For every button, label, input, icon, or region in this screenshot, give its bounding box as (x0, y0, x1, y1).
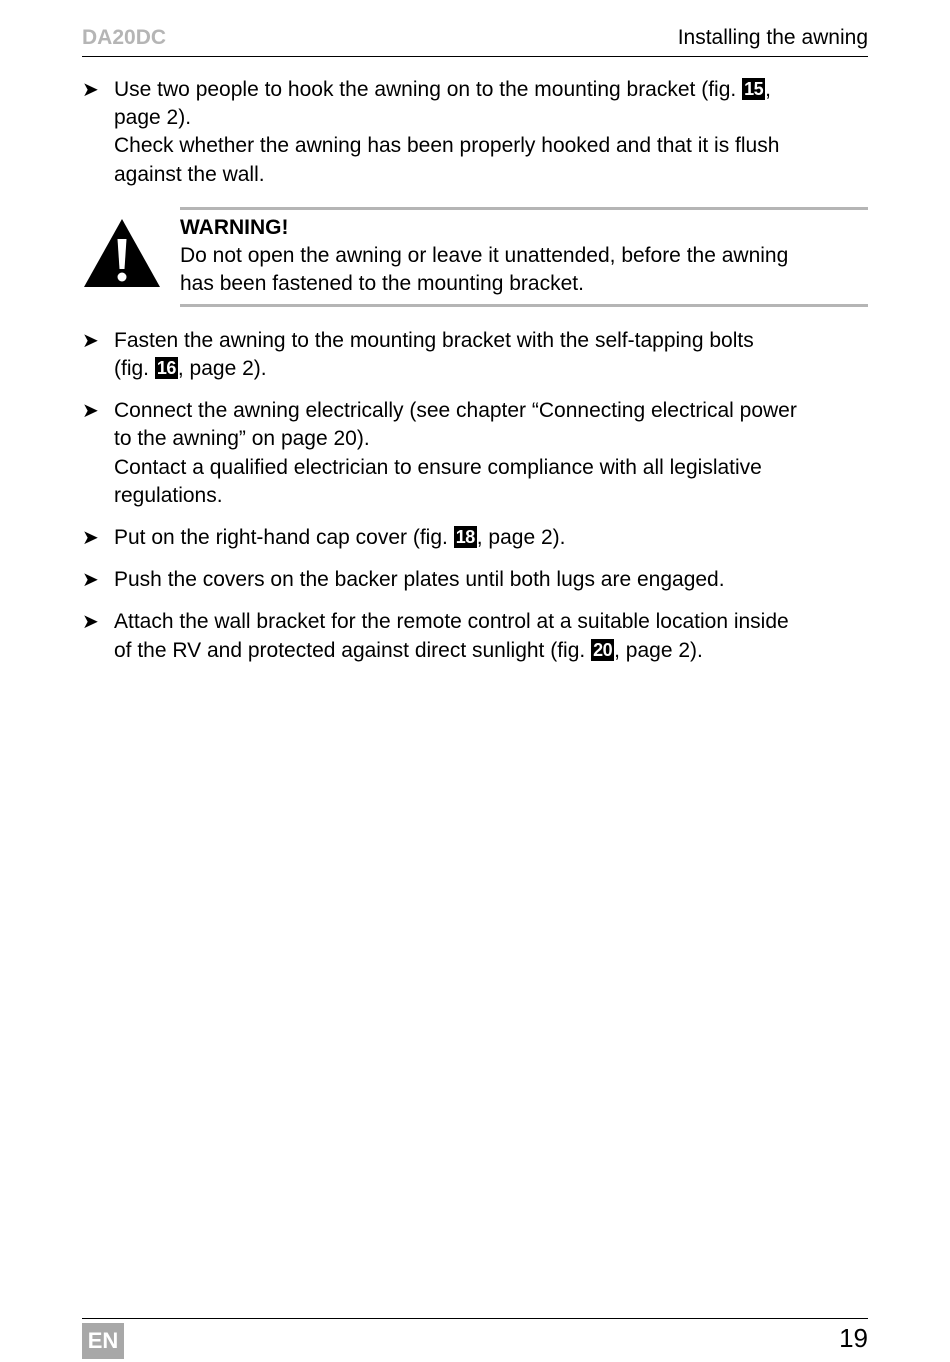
warning-notice (82, 207, 868, 311)
step-hook-awning (82, 76, 868, 189)
warning-title: WARNING! (180, 215, 289, 239)
bullet-arrow-icon: ➤ (82, 611, 99, 634)
step-fasten-awning (82, 327, 868, 383)
language-badge: EN (82, 1323, 124, 1359)
bullet-arrow-icon: ➤ (82, 79, 99, 101)
bullet-arrow-icon: ➤ (82, 527, 99, 550)
step-line: (fig. 16, page 2). (114, 357, 267, 381)
section-title: Installing the awning (677, 26, 868, 49)
model-name: DA20DC (82, 26, 167, 49)
step-line: Contact a qualified electrician to ensure compliance with all legislative (114, 455, 762, 479)
page-number: 19 (839, 1323, 868, 1353)
figure-ref-16: 16 (156, 358, 176, 379)
bullet-arrow-icon: ➤ (82, 329, 99, 352)
figure-ref-15: 15 (744, 79, 764, 99)
step-line: Use two people to hook the awning on to the mounting bracket (fig. 15, (114, 78, 771, 101)
bullet-arrow-icon: ➤ (82, 569, 99, 592)
warning-triangle-icon (82, 217, 162, 289)
page-content (82, 76, 868, 679)
step-line: regulations. (114, 483, 223, 507)
step-line: Put on the right-hand cap cover (fig. 18, page 2). (114, 526, 566, 550)
warning-text-box (180, 207, 868, 308)
bullet-arrow-icon: ➤ (82, 400, 99, 423)
figure-ref-20: 20 (593, 639, 613, 660)
page-footer (82, 1318, 868, 1359)
step-line: Check whether the awning has been properly hooked and that it is flush (114, 134, 780, 158)
step-line: of the RV and protected against direct sunlight (fig. 20, page 2). (114, 638, 703, 662)
step-line: Fasten the awning to the mounting bracket with the self-tapping bolts (114, 328, 754, 352)
step-line: to the awning” on page 20). (114, 427, 370, 451)
warning-line: has been fastened to the mounting bracket. (180, 272, 584, 296)
step-line: Connect the awning electrically (see chapter “Connecting electrical power (114, 399, 797, 423)
step-push-covers (82, 566, 868, 594)
step-line: Push the covers on the backer plates until both lugs are engaged. (114, 568, 725, 592)
step-cap-cover (82, 524, 868, 552)
warning-line: Do not open the awning or leave it unattended, before the awning (180, 244, 789, 268)
step-line: Attach the wall bracket for the remote control at a suitable location inside (114, 610, 789, 634)
page-header (82, 24, 868, 57)
step-line: against the wall. (114, 162, 265, 186)
figure-ref-18: 18 (455, 527, 475, 548)
step-wall-bracket (82, 608, 868, 664)
step-connect-electrical (82, 397, 868, 510)
step-line: page 2). (114, 106, 192, 130)
